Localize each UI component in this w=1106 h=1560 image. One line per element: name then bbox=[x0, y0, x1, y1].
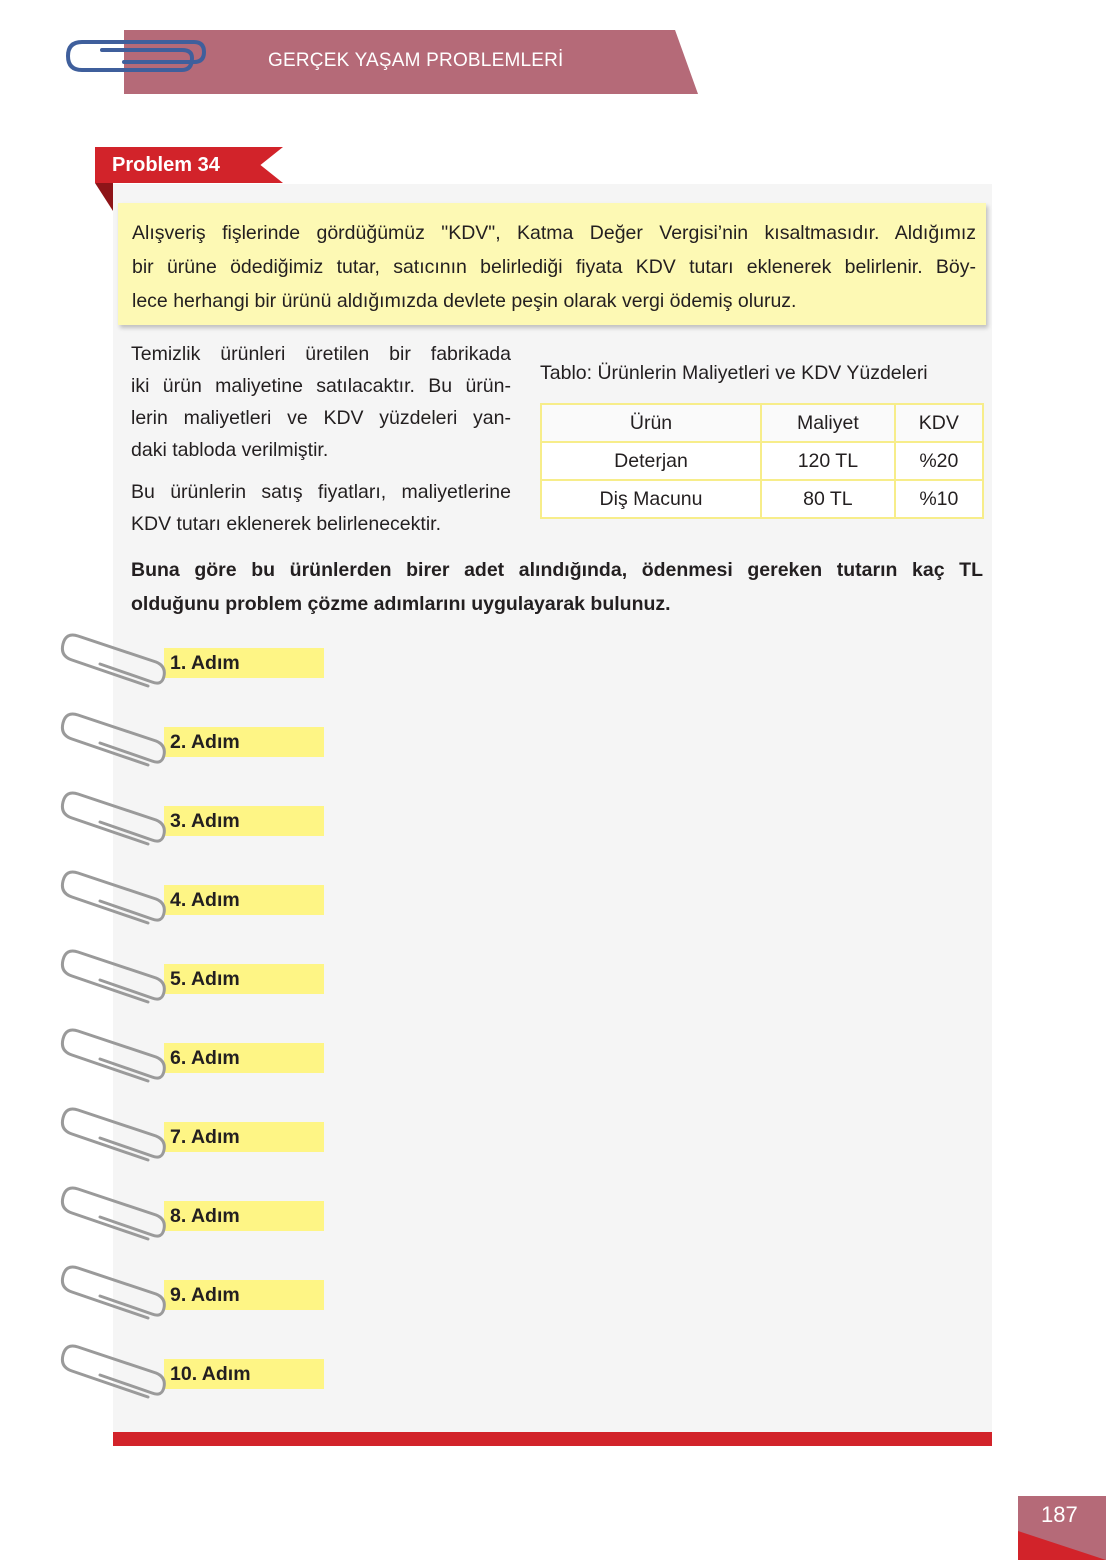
table-cell: Diş Macunu bbox=[541, 480, 761, 518]
intro-line: Alışveriş fişlerinde gördüğümüz "KDV", Katma Değer Vergisi’nin kısaltmasıdır. Aldığımız bbox=[132, 222, 976, 244]
paragraph-line: daki tabloda verilmiştir. bbox=[131, 439, 329, 461]
paperclip-icon bbox=[62, 22, 212, 92]
paperclip-icon bbox=[60, 788, 170, 855]
paragraph-line: Temizlik ürünleri üretilen bir fabrikada bbox=[131, 343, 511, 365]
paperclip-icon bbox=[60, 1104, 170, 1171]
table-cell: Deterjan bbox=[541, 442, 761, 480]
step-label: 5. Adım bbox=[170, 968, 240, 990]
table-header-row bbox=[541, 404, 983, 442]
step-label: 9. Adım bbox=[170, 1284, 240, 1306]
paperclip-icon bbox=[60, 946, 170, 1013]
step-label: 2. Adım bbox=[170, 731, 240, 753]
paragraph-line: KDV tutarı eklenerek belirlenecektir. bbox=[131, 513, 441, 535]
paragraph-line: Bu ürünlerin satış fiyatları, maliyetlerine bbox=[131, 481, 511, 503]
step-label: 6. Adım bbox=[170, 1047, 240, 1069]
step-label: 3. Adım bbox=[170, 810, 240, 832]
intro-line: lece herhangi bir ürünü aldığımızda devlete peşin olarak vergi ödemiş oluruz. bbox=[132, 290, 797, 312]
step-label: 7. Adım bbox=[170, 1126, 240, 1148]
table-row bbox=[541, 480, 983, 518]
paperclip-icon bbox=[60, 1183, 170, 1250]
table-cell: 120 TL bbox=[761, 442, 895, 480]
table-cell: %10 bbox=[895, 480, 983, 518]
table-header-cell: Ürün bbox=[541, 404, 761, 442]
bottom-bar bbox=[113, 1432, 992, 1446]
paragraph-line: lerin maliyetleri ve KDV yüzdeleri yan- bbox=[131, 407, 511, 429]
step-1 bbox=[60, 630, 270, 690]
paperclip-icon bbox=[60, 1262, 170, 1329]
table-header-cell: KDV bbox=[895, 404, 983, 442]
body-paragraph-1 bbox=[131, 338, 511, 466]
paperclip-icon bbox=[60, 709, 170, 776]
table-cell: %20 bbox=[895, 442, 983, 480]
step-label: 10. Adım bbox=[170, 1363, 251, 1385]
problem-label: Problem 34 bbox=[112, 154, 220, 176]
step-8 bbox=[60, 1183, 270, 1243]
step-label: 4. Adım bbox=[170, 889, 240, 911]
question-text bbox=[131, 553, 983, 621]
intro-note bbox=[118, 203, 986, 325]
question-line: olduğunu problem çözme adımlarını uygulayarak bulunuz. bbox=[131, 593, 671, 615]
step-2 bbox=[60, 709, 270, 769]
paperclip-icon bbox=[60, 630, 170, 697]
step-label: 8. Adım bbox=[170, 1205, 240, 1227]
question-line: Buna göre bu ürünlerden birer adet alındığında, ödenmesi gereken tutarın kaç TL bbox=[131, 559, 983, 581]
body-paragraph-2 bbox=[131, 476, 511, 540]
header-title: GERÇEK YAŞAM PROBLEMLERİ bbox=[268, 50, 564, 71]
paperclip-icon bbox=[60, 1025, 170, 1092]
table-row bbox=[541, 442, 983, 480]
paperclip-icon bbox=[60, 867, 170, 934]
table-caption: Tablo: Ürünlerin Maliyetleri ve KDV Yüzdeleri bbox=[540, 362, 928, 384]
step-7 bbox=[60, 1104, 270, 1164]
step-10 bbox=[60, 1341, 270, 1401]
paperclip-icon bbox=[60, 1341, 170, 1408]
problem-tag-fold bbox=[95, 183, 113, 211]
intro-line: bir ürüne ödediğimiz tutar, satıcının belirlediği fiyata KDV tutarı eklenerek belirlenir. Böy- bbox=[132, 256, 976, 278]
cost-table bbox=[540, 403, 984, 519]
step-label: 1. Adım bbox=[170, 652, 240, 674]
table-cell: 80 TL bbox=[761, 480, 895, 518]
step-3 bbox=[60, 788, 270, 848]
step-9 bbox=[60, 1262, 270, 1322]
step-5 bbox=[60, 946, 270, 1006]
table-header-cell: Maliyet bbox=[761, 404, 895, 442]
paragraph-line: iki ürün maliyetine satılacaktır. Bu ürün- bbox=[131, 375, 511, 397]
step-6 bbox=[60, 1025, 270, 1085]
step-4 bbox=[60, 867, 270, 927]
page-number: 187 bbox=[1041, 1502, 1078, 1527]
